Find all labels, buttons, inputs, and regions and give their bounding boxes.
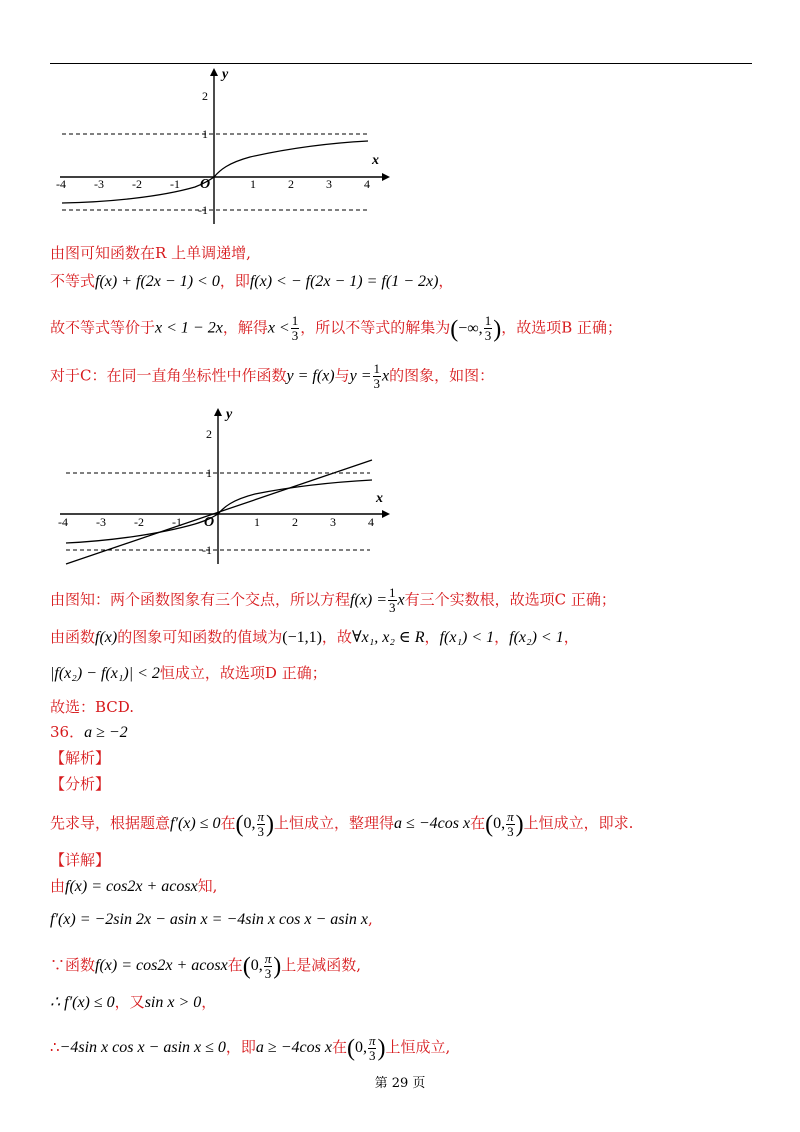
frac-num: π xyxy=(368,1033,376,1048)
text-line-2 xyxy=(50,271,453,292)
fraction xyxy=(484,314,493,343)
line-text: 的图象，如图： xyxy=(389,366,495,385)
frac-den: 3 xyxy=(368,1048,376,1063)
text-line-18 xyxy=(50,1034,450,1063)
y-axis-name: y xyxy=(226,407,233,422)
line-text: 不等式 xyxy=(50,272,96,290)
line-text: ∴ xyxy=(50,1038,60,1057)
y-tick-label: 1 xyxy=(202,127,208,141)
paren-open: ( xyxy=(346,1035,355,1062)
line-text: ，故 xyxy=(321,628,352,646)
math: f(x) < − f(2x − 1) = f(1 − 2x) xyxy=(249,273,439,290)
x-tick-label: -4 xyxy=(58,515,68,529)
x-tick-label: 2 xyxy=(292,515,298,529)
frac-den: 3 xyxy=(389,600,396,615)
math: a ≤ −4cos x xyxy=(394,815,471,833)
line-text: ，故选项B 正确； xyxy=(501,318,622,337)
text-line-15 xyxy=(50,909,373,930)
math: −4sin x cos x − asin x ≤ 0 xyxy=(59,1039,226,1057)
frac-den: 3 xyxy=(484,328,492,344)
y-tick-label: -1 xyxy=(202,543,212,557)
x-tick-label: 3 xyxy=(326,177,332,191)
fraction xyxy=(388,586,397,615)
line-text: 故选：BCD. xyxy=(50,698,135,716)
line-text: 对于C：在同一直角坐标性中作函数 xyxy=(50,366,287,385)
paren-close: ) xyxy=(515,811,524,838)
math: f(x₂) < 1 xyxy=(509,629,564,646)
math: y = xyxy=(349,367,372,385)
x-axis-name: x xyxy=(372,153,379,168)
graph-2 xyxy=(50,404,390,569)
math: (−1,1) xyxy=(282,629,322,646)
text-line-16 xyxy=(50,952,361,981)
line-text: 上恒成立，整理得 xyxy=(274,814,395,833)
paren-close: ) xyxy=(266,811,275,838)
line-text: ， xyxy=(494,628,510,646)
text-line-14 xyxy=(50,876,217,897)
line-text: ，解得 xyxy=(222,318,268,337)
text-line-12 xyxy=(50,810,633,839)
line-text: 在 xyxy=(331,1038,347,1057)
text-line-5 xyxy=(50,586,616,615)
y-tick-label: 2 xyxy=(206,427,212,441)
x-tick-label: -1 xyxy=(170,177,180,191)
origin-label: O xyxy=(204,515,215,530)
math: 0, xyxy=(354,1039,367,1057)
paren-close: ) xyxy=(493,315,502,342)
y-axis-name: y xyxy=(222,67,229,82)
line-text: 与 xyxy=(334,366,350,385)
math: f(x) = xyxy=(350,591,388,609)
line-text: 由 xyxy=(50,877,66,895)
line-text: 在 xyxy=(220,814,236,833)
math: f(x₁) < 1 xyxy=(439,629,495,646)
x-tick-label: -2 xyxy=(134,515,144,529)
paren-close: ) xyxy=(377,1035,386,1062)
line-text: 先求导，根据题意 xyxy=(50,814,171,833)
x-tick-label: 3 xyxy=(330,515,336,529)
frac-num: π xyxy=(257,809,265,824)
math: sin x > 0 xyxy=(144,994,202,1011)
paren-open: ( xyxy=(485,811,494,838)
text-line-8 xyxy=(50,697,134,717)
math: a ≥ −4cos x xyxy=(255,1039,332,1057)
math: ∀x₁, x₂ ∈ R xyxy=(351,629,425,646)
paren-open: ( xyxy=(450,315,459,342)
section-label: 【解析】 xyxy=(50,749,111,767)
text-line-10 xyxy=(50,748,110,768)
x-tick-label: 1 xyxy=(254,515,260,529)
math: f(x) + f(2x − 1) < 0 xyxy=(95,273,220,290)
frac-num: 1 xyxy=(291,313,299,328)
math: f(x) = cos2x + acosx xyxy=(65,878,198,895)
fraction xyxy=(373,362,382,391)
y-axis-arrow-icon xyxy=(210,68,218,76)
x-axis-arrow-icon xyxy=(382,510,390,518)
origin-label: O xyxy=(200,177,211,192)
line-text: 上恒成立，即求. xyxy=(523,814,634,833)
x-tick-label: -3 xyxy=(96,515,106,529)
line-text: 由函数 xyxy=(50,628,96,646)
x-tick-label: -4 xyxy=(56,177,66,191)
math: 0, xyxy=(250,957,263,975)
x-tick-label: 4 xyxy=(368,515,374,529)
line-text: ， xyxy=(563,628,579,646)
text-line-4 xyxy=(50,362,494,391)
math: x < 1 − 2x xyxy=(155,319,223,337)
frac-num: π xyxy=(507,809,514,824)
line-text: ，即 xyxy=(219,272,250,290)
line-text: 上是减函数, xyxy=(281,956,361,975)
line-text: 在 xyxy=(227,956,243,975)
math: ∴ f′(x) ≤ 0 xyxy=(50,994,115,1011)
math-x: x xyxy=(397,591,405,609)
y-tick-label: -1 xyxy=(198,203,208,217)
frac-num: π xyxy=(264,951,272,966)
question-number: 36． xyxy=(50,723,85,741)
y-tick-label: 1 xyxy=(206,466,212,480)
paren-open: ( xyxy=(242,953,251,980)
line-text: 在 xyxy=(470,814,486,833)
line-text: 上恒成立, xyxy=(385,1038,451,1057)
math: 0, xyxy=(493,815,506,833)
line-text: 由图可知函数在R 上单调递增, xyxy=(50,244,251,262)
frac-num: 1 xyxy=(373,361,381,376)
paren-close: ) xyxy=(273,953,282,980)
math: y = f(x) xyxy=(286,367,335,385)
line-text: ，又 xyxy=(114,993,145,1011)
frac-den: 3 xyxy=(257,824,265,839)
math: −∞, xyxy=(458,319,483,337)
math: f(x) = cos2x + acosx xyxy=(95,957,228,975)
text-line-9 xyxy=(50,722,128,743)
line-text: , xyxy=(368,910,373,928)
x-tick-label: -3 xyxy=(94,177,104,191)
graph-1 xyxy=(50,64,390,224)
line-text: 的图象可知函数的值域为 xyxy=(117,628,283,646)
x-tick-label: -1 xyxy=(172,515,182,529)
line-text: 有三个实数根，故选项C 正确； xyxy=(404,590,616,609)
frac-den: 3 xyxy=(373,376,381,391)
fraction xyxy=(264,952,273,981)
section-label: 【分析】 xyxy=(50,775,111,793)
line-text: ∵函数 xyxy=(50,956,96,975)
line-text: 知, xyxy=(197,877,218,895)
x-axis-name: x xyxy=(376,491,383,506)
line-text: ， xyxy=(438,272,454,290)
curve-f xyxy=(62,141,368,203)
y-axis-arrow-icon xyxy=(214,408,222,416)
fraction xyxy=(368,1034,377,1063)
math: f′(x) = −2sin 2x − asin x = −4sin x cos x − asin x xyxy=(50,911,369,928)
text-line-1 xyxy=(50,243,251,263)
text-line-13 xyxy=(50,850,110,870)
page-footer: 第 29 页 xyxy=(374,1076,426,1091)
x-tick-labels xyxy=(58,515,374,530)
frac-num: 1 xyxy=(484,313,492,329)
y-tick-label: 2 xyxy=(202,89,208,103)
paren-open: ( xyxy=(235,811,244,838)
frac-den: 3 xyxy=(507,824,514,839)
math-x: x xyxy=(382,367,390,385)
line-text: 恒成立，故选项D 正确； xyxy=(159,664,327,682)
text-line-11 xyxy=(50,774,110,794)
math: |f(x₂) − f(x₁)| < 2 xyxy=(50,665,160,682)
x-tick-label: 4 xyxy=(364,177,370,191)
text-line-7 xyxy=(50,663,327,684)
text-line-3 xyxy=(50,314,622,343)
math: x < xyxy=(267,319,290,337)
x-axis-arrow-icon xyxy=(382,173,390,181)
line-text: 故不等式等价于 xyxy=(50,318,156,337)
text-line-6 xyxy=(50,627,579,648)
frac-num: 1 xyxy=(389,585,396,600)
text-line-17 xyxy=(50,992,216,1013)
x-tick-label: -2 xyxy=(132,177,142,191)
frac-den: 3 xyxy=(264,966,272,981)
math: a ≥ −2 xyxy=(84,724,128,741)
line-text: ， xyxy=(424,628,440,646)
math: f′(x) ≤ 0 xyxy=(170,815,221,833)
math: 0, xyxy=(243,815,256,833)
section-label: 【详解】 xyxy=(50,851,111,869)
line-text: ，所以不等式的解集为 xyxy=(300,318,451,337)
line-text: ， xyxy=(201,993,217,1011)
fraction xyxy=(291,314,300,343)
x-tick-labels xyxy=(56,177,370,192)
x-tick-label: 2 xyxy=(288,177,294,191)
math: f(x) xyxy=(95,629,118,646)
line-text: ，即 xyxy=(225,1038,256,1057)
line-third-x xyxy=(66,460,372,564)
frac-den: 3 xyxy=(291,328,299,343)
x-tick-label: 1 xyxy=(250,177,256,191)
fraction xyxy=(257,810,266,839)
line-text: 由图知：两个函数图象有三个交点，所以方程 xyxy=(50,590,351,609)
fraction xyxy=(506,810,515,839)
